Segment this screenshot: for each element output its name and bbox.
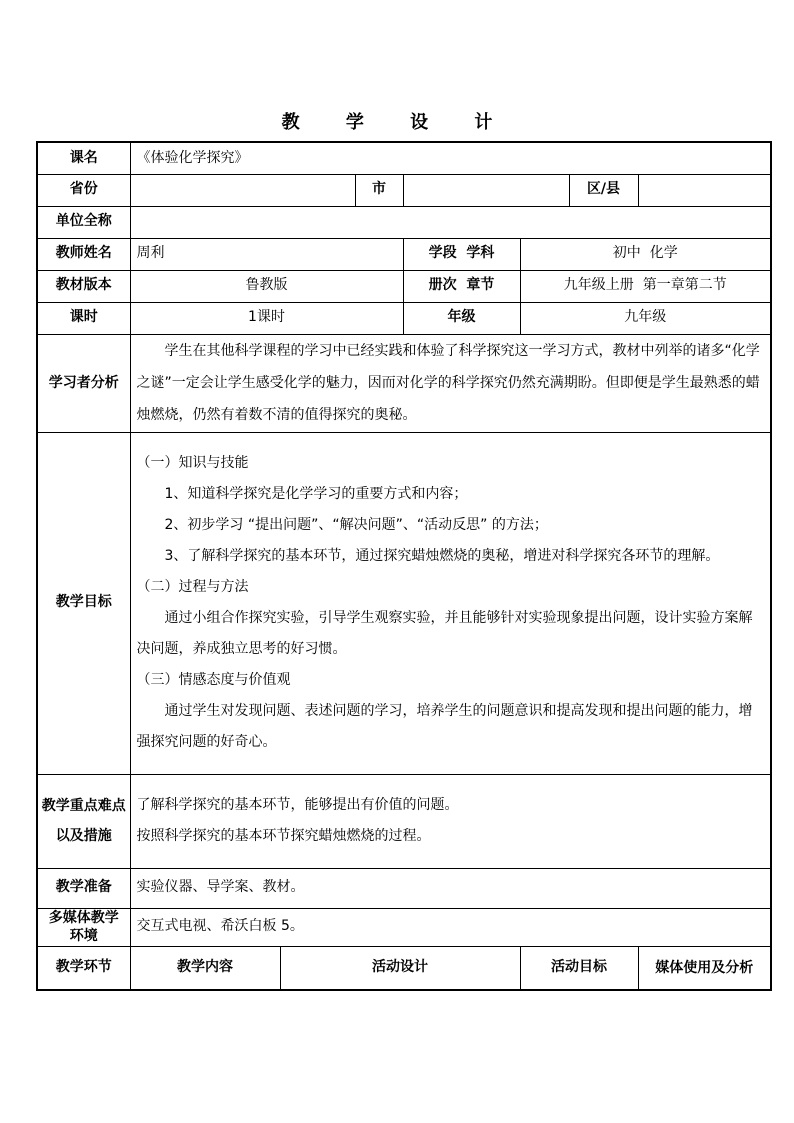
prep-value: 实验仪器、导学案、教材。 <box>130 868 771 908</box>
row-unit <box>37 206 771 238</box>
document-title: 教 学 设 计 <box>281 112 513 133</box>
row-goals <box>37 432 771 774</box>
header-activity-goal: 活动目标 <box>520 946 638 990</box>
unit-label: 单位全称 <box>37 206 130 238</box>
province-label: 省份 <box>37 174 130 206</box>
header-activity-design: 活动设计 <box>280 946 520 990</box>
row-location <box>37 174 771 206</box>
header-stage: 教学环节 <box>37 946 130 990</box>
teacher-label: 教师姓名 <box>37 238 130 270</box>
keypoints-cell <box>130 774 771 868</box>
row-keypoints <box>37 774 771 868</box>
goals-heading-3: （三）情感态度与价值观 <box>136 672 291 688</box>
teacher-value: 周利 <box>130 238 403 270</box>
textbook-label: 教材版本 <box>37 270 130 302</box>
course-label: 课名 <box>37 142 130 174</box>
learner-label: 学习者分析 <box>37 334 130 432</box>
media-env-value: 交互式电视、希沃白板 5。 <box>130 908 771 946</box>
hours-value: 1课时 <box>130 302 403 334</box>
goals-paragraph-3: 通过学生对发现问题、表述问题的学习，培养学生的问题意识和提高发现和提出问题的能力，增强探究问题的好奇心。 <box>136 703 753 750</box>
textbook-value: 鲁教版 <box>130 270 403 302</box>
lesson-plan-table <box>36 141 772 991</box>
grade-label: 年级 <box>403 302 520 334</box>
hours-label: 课时 <box>37 302 130 334</box>
learner-text: 学生在其他科学课程的学习中已经实践和体验了科学探究这一学习方式，教材中列举的诸多“化学之谜”一定会让学生感受化学的魅力，因而对化学的科学探究仍然充满期盼。但即便是学生最熟悉的蜡烛燃烧，仍然有着数不清的值得探究的奥秘。 <box>136 343 760 423</box>
goals-label: 教学目标 <box>37 432 130 774</box>
stage-subject-label: 学段 学科 <box>403 238 520 270</box>
goals-item-1: 1、知道科学探究是化学学习的重要方式和内容； <box>164 486 468 502</box>
keypoints-label: 教学重点难点以及措施 <box>37 774 130 868</box>
district-label: 区/县 <box>569 174 638 206</box>
chapter-label: 册次 章节 <box>403 270 520 302</box>
goals-cell <box>130 432 771 774</box>
row-learner <box>37 334 771 432</box>
prep-label: 教学准备 <box>37 868 130 908</box>
province-value <box>130 174 355 206</box>
row-textbook <box>37 270 771 302</box>
unit-value <box>130 206 771 238</box>
goals-heading-2: （二）过程与方法 <box>136 579 249 595</box>
row-media-env <box>37 908 771 946</box>
header-media-analysis: 媒体使用及分析 <box>638 946 771 990</box>
learner-cell <box>130 334 771 432</box>
goals-item-2: 2、初步学习 “提出问题”、“解决问题”、“活动反思” 的方法； <box>164 517 548 533</box>
row-hours <box>37 302 771 334</box>
stage-subject-value: 初中 化学 <box>520 238 771 270</box>
row-course <box>37 142 771 174</box>
keypoints-line-1: 了解科学探究的基本环节，能够提出有价值的问题。 <box>136 797 459 813</box>
goals-paragraph-2: 通过小组合作探究实验，引导学生观察实验，并且能够针对实验现象提出问题，设计实验方案解决问题，养成独立思考的好习惯。 <box>136 610 753 657</box>
grade-value: 九年级 <box>520 302 771 334</box>
media-env-label: 多媒体教学 环境 <box>37 908 130 946</box>
row-table-header <box>37 946 771 990</box>
keypoints-line-2: 按照科学探究的基本环节探究蜡烛燃烧的过程。 <box>136 828 431 844</box>
course-value: 《体验化学探究》 <box>130 142 771 174</box>
chapter-value: 九年级上册 第一章第二节 <box>520 270 771 302</box>
city-value <box>403 174 569 206</box>
goals-heading-1: （一）知识与技能 <box>136 455 249 471</box>
city-label: 市 <box>355 174 403 206</box>
goals-item-3: 3、了解科学探究的基本环节，通过探究蜡烛燃烧的奥秘，增进对科学探究各环节的理解。 <box>164 548 720 564</box>
row-prep <box>37 868 771 908</box>
row-teacher <box>37 238 771 270</box>
district-value <box>638 174 771 206</box>
header-content: 教学内容 <box>130 946 280 990</box>
